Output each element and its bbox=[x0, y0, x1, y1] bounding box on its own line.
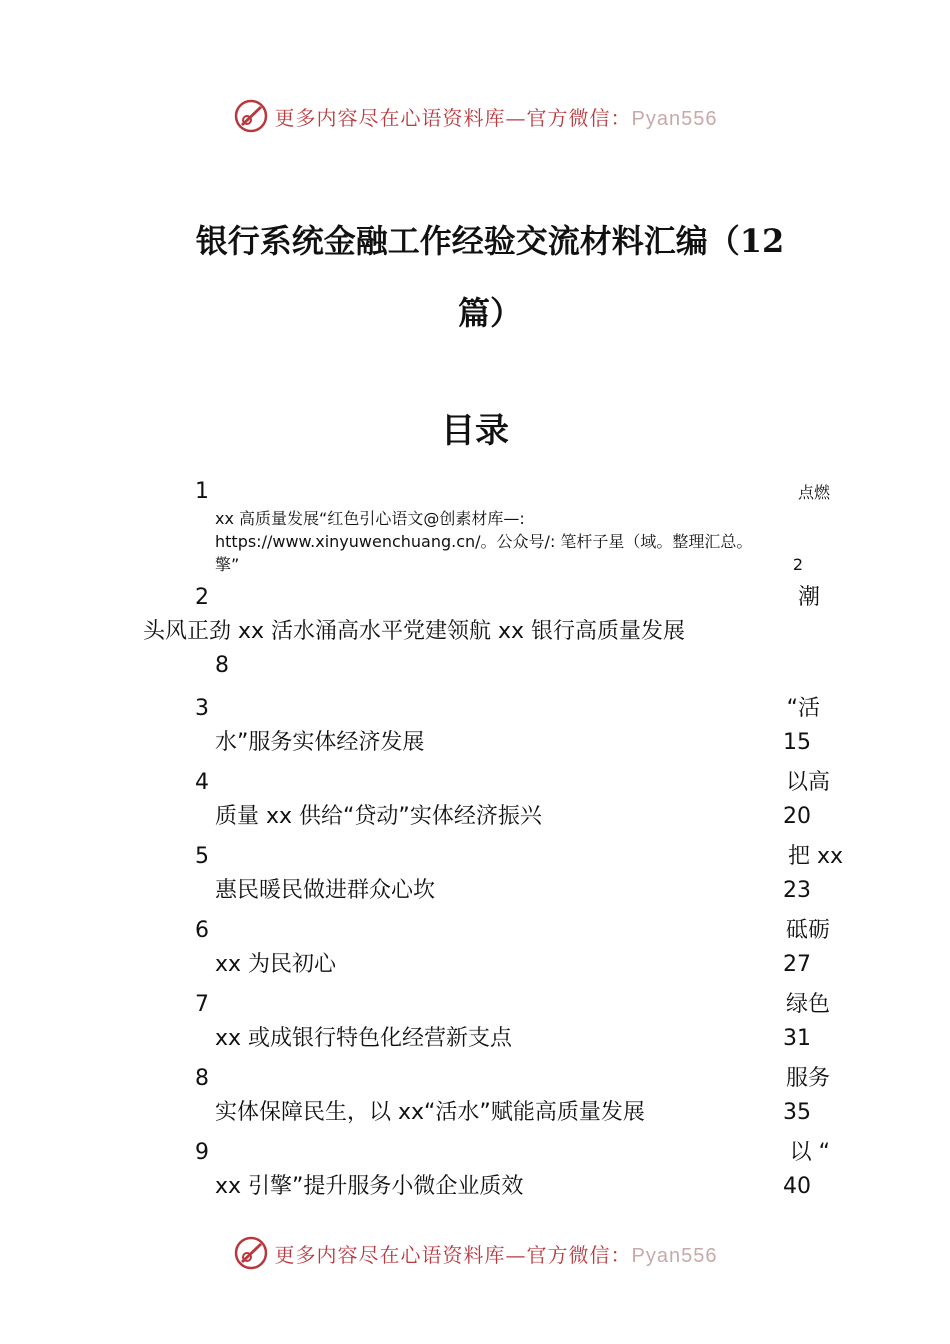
toc-entry-6[interactable] bbox=[195, 914, 835, 982]
toc-number: 7 bbox=[195, 992, 209, 1017]
toc-title-start: 服务 bbox=[785, 1066, 830, 1091]
toc-title-line: 水”服务实体经济发展 bbox=[215, 730, 425, 755]
pen-circle-logo-icon bbox=[233, 98, 269, 134]
toc-entry-7[interactable] bbox=[195, 988, 835, 1056]
toc-number: 6 bbox=[195, 918, 209, 943]
pen-circle-logo-icon bbox=[233, 1235, 269, 1271]
toc-number: 2 bbox=[195, 585, 209, 610]
toc-page-number: 40 bbox=[783, 1174, 811, 1199]
toc-sub-line: xx 高质量发展“红色引心语文@创素材库—: bbox=[215, 509, 525, 528]
toc-title-start: 绿色 bbox=[785, 992, 830, 1017]
toc-page-number: 20 bbox=[783, 804, 811, 829]
watermark-banner-top bbox=[0, 96, 950, 136]
toc-title-line: 惠民暖民做进群众心坎 bbox=[215, 878, 436, 903]
toc-page-number: 35 bbox=[783, 1100, 811, 1125]
toc-title-line: 实体保障民生，以 xx“活水”赋能高质量发展 bbox=[215, 1100, 645, 1125]
toc-entry-8[interactable] bbox=[195, 1062, 835, 1130]
toc-entry-1[interactable] bbox=[195, 478, 830, 576]
toc-title-line: xx 为民初心 bbox=[215, 952, 337, 977]
wechat-id: Pyan556 bbox=[631, 1244, 718, 1267]
toc-entry-3[interactable] bbox=[195, 692, 835, 760]
toc-sub-line: 擎” bbox=[215, 555, 240, 574]
toc-number: 1 bbox=[195, 479, 209, 504]
toc-title-line: 质量 xx 供给“贷动”实体经济振兴 bbox=[215, 804, 542, 829]
toc-page-number: 15 bbox=[783, 730, 811, 755]
title-line-2: 篇） bbox=[457, 294, 522, 332]
toc-page-number: 27 bbox=[783, 952, 811, 977]
toc-number: 4 bbox=[195, 770, 209, 795]
toc-title-start: “活 bbox=[786, 696, 820, 721]
title-line-1: 银行系统金融工作经验交流材料汇编（12 bbox=[195, 222, 785, 260]
toc-title-start: 以高 bbox=[785, 770, 830, 795]
toc-sub-line: https://www.xinyuwenchuang.cn/。公众号/: 笔杆子星（域。整理汇总。 bbox=[215, 532, 753, 551]
toc-title-start: 以 “ bbox=[789, 1140, 830, 1165]
toc-entry-9[interactable] bbox=[195, 1136, 835, 1204]
wechat-id: Pyan556 bbox=[631, 107, 718, 130]
toc-page-number: 31 bbox=[783, 1026, 811, 1051]
toc-number: 3 bbox=[195, 696, 209, 721]
document-title bbox=[160, 205, 820, 349]
toc-entry-2[interactable] bbox=[143, 581, 835, 683]
toc-entry-5[interactable] bbox=[195, 840, 843, 908]
toc-page-number: 8 bbox=[215, 653, 229, 678]
toc-title-line: 头风正劲 xx 活水涌高水平党建领航 xx 银行高质量发展 bbox=[143, 619, 686, 644]
toc-title-start: 潮 bbox=[797, 585, 820, 610]
toc-number: 8 bbox=[195, 1066, 209, 1091]
toc-page-number: 2 bbox=[792, 555, 803, 574]
toc-page-number: 23 bbox=[783, 878, 811, 903]
toc-entry-4[interactable] bbox=[195, 766, 835, 834]
toc-number: 5 bbox=[195, 844, 209, 869]
toc-title-line: xx 或成银行特色化经营新支点 bbox=[215, 1026, 513, 1051]
watermark-text: 更多内容尽在心语资料库—官方微信：Pyan556 bbox=[274, 1242, 718, 1267]
toc-title-line: xx 引擎”提升服务小微企业质效 bbox=[215, 1174, 524, 1199]
toc-title-start: 把 xx bbox=[787, 844, 843, 869]
toc-title-start: 砥砺 bbox=[785, 918, 830, 943]
watermark-banner-bottom bbox=[0, 1233, 950, 1273]
toc-heading: 目录 bbox=[441, 411, 509, 451]
watermark-text: 更多内容尽在心语资料库—官方微信：Pyan556 bbox=[274, 105, 718, 130]
toc-title-start: 点燃 bbox=[797, 483, 830, 502]
toc-number: 9 bbox=[195, 1140, 209, 1165]
